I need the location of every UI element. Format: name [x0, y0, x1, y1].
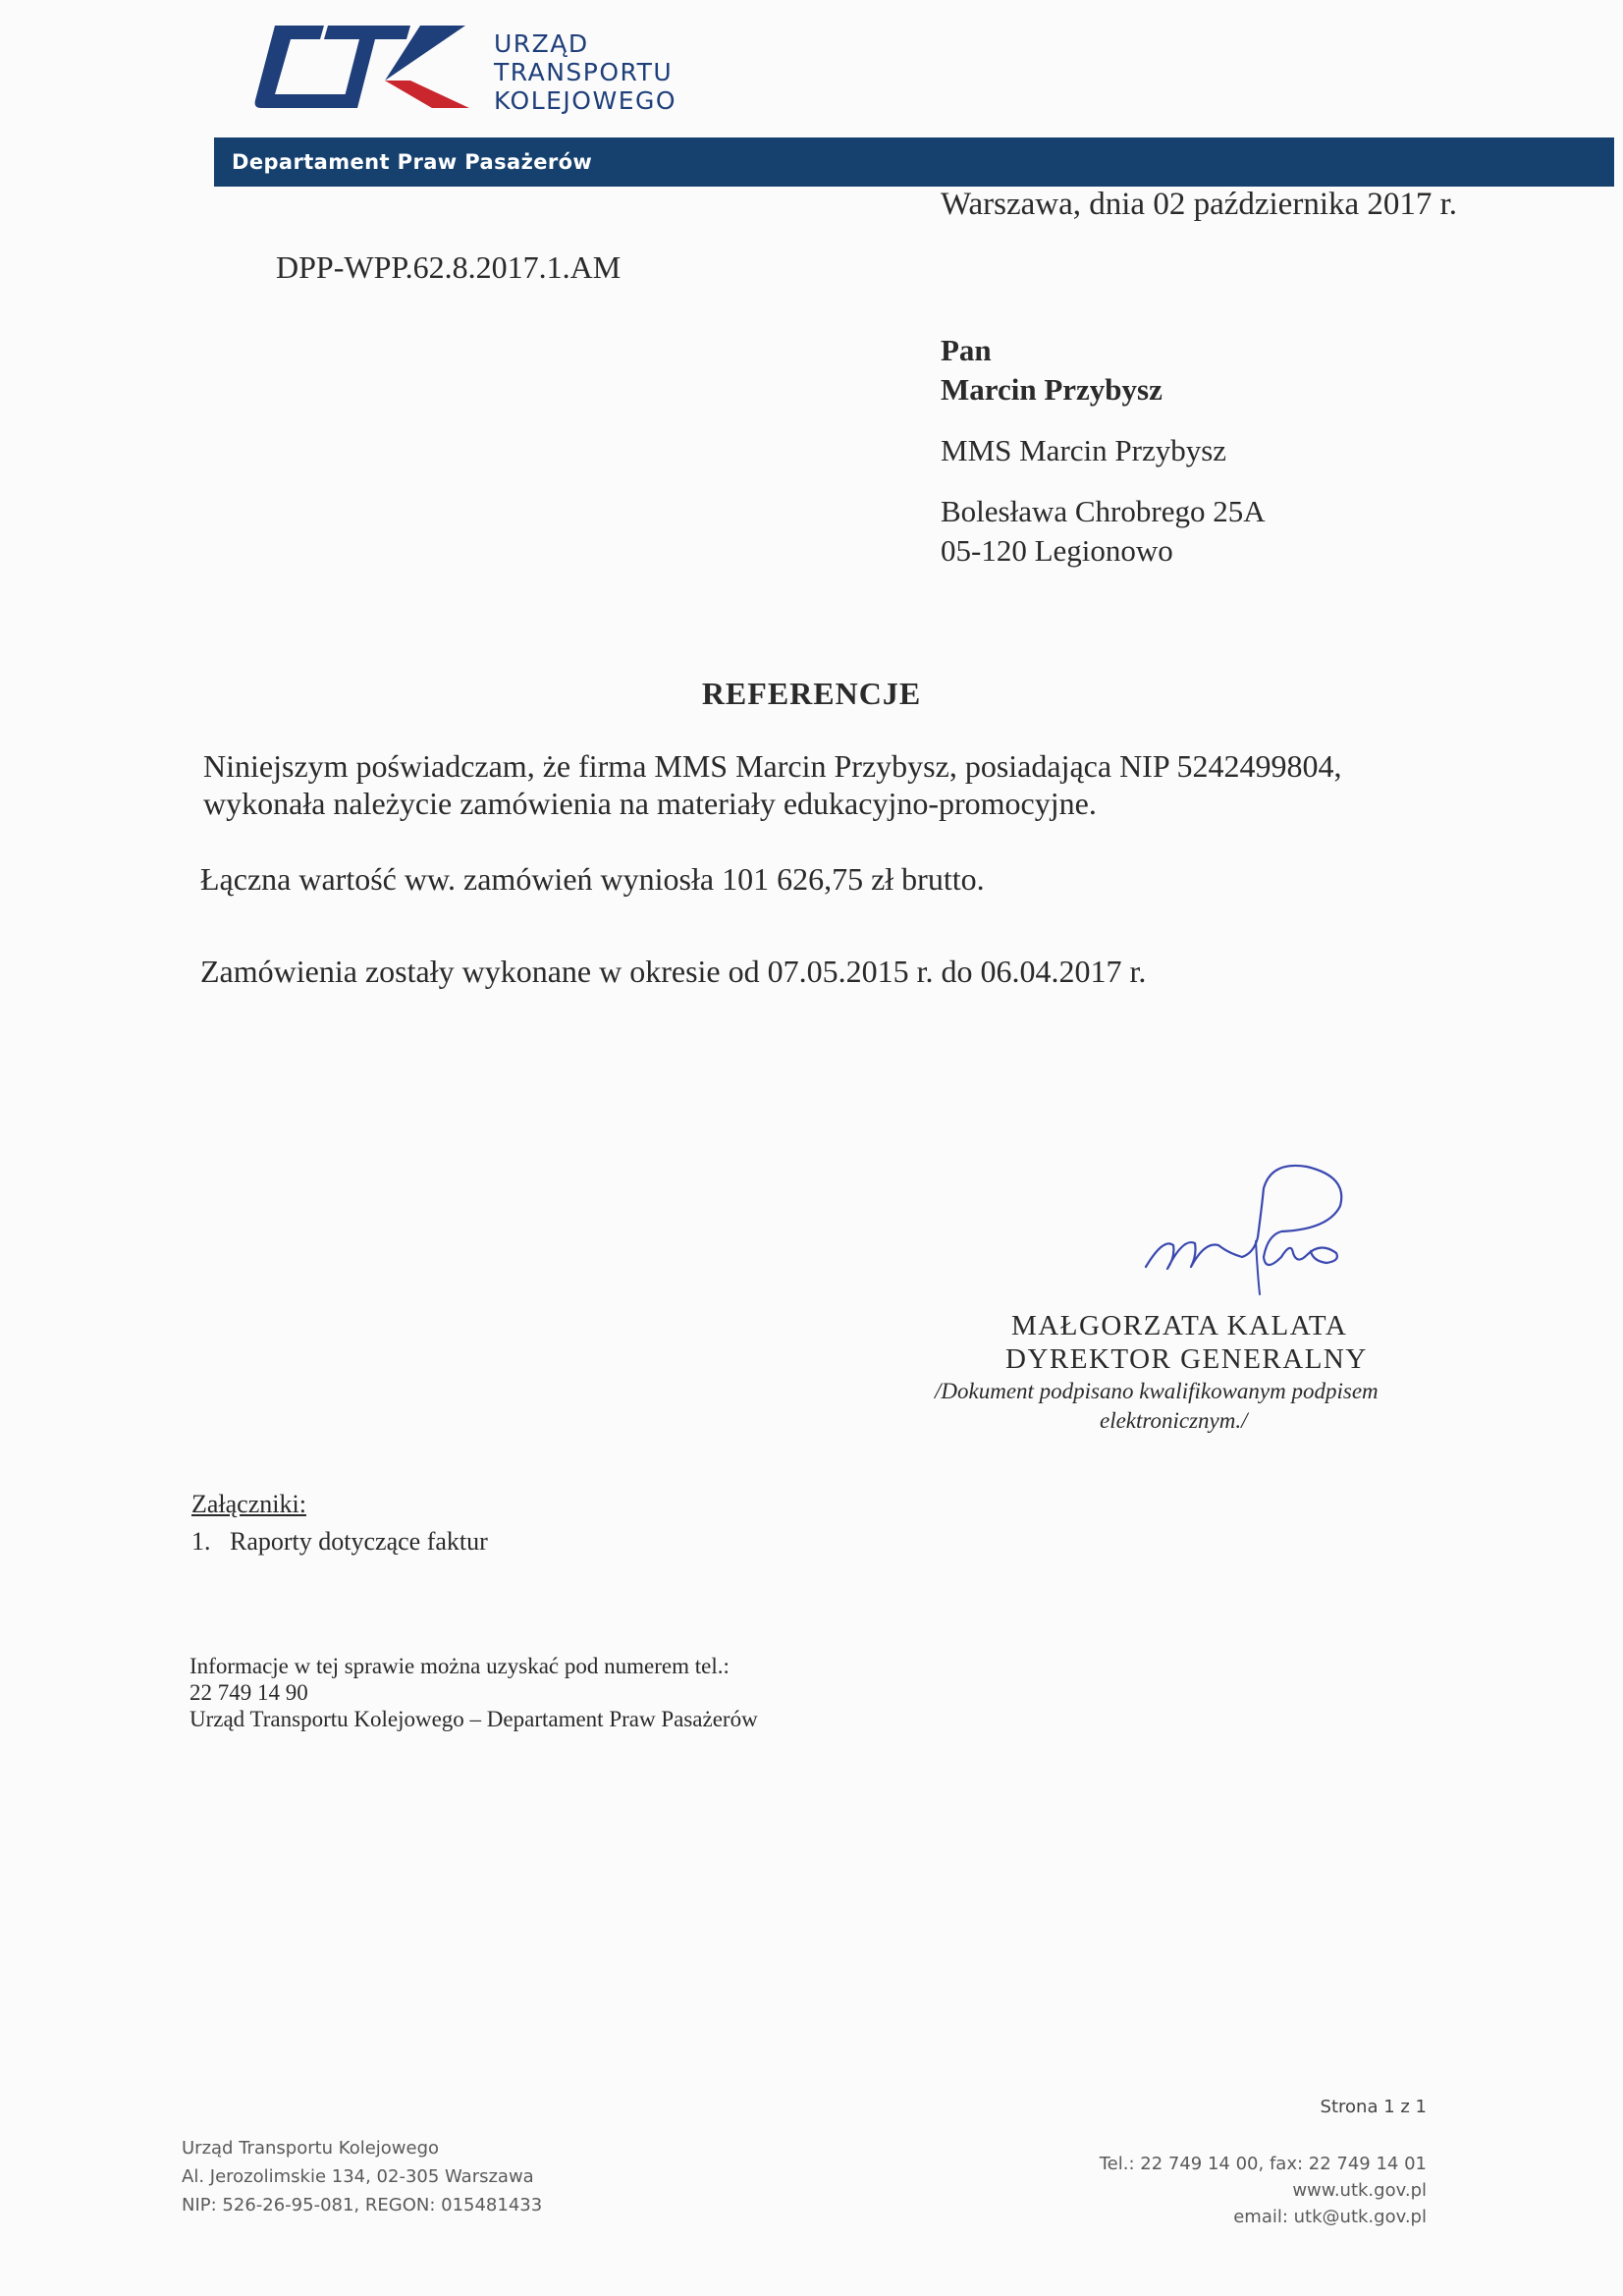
body-paragraph-2: Łączna wartość ww. zamówień wyniosła 101 626,75 zł brutto.: [200, 861, 985, 897]
body-paragraph-1-line-2: wykonała należycie zamówienia na materiały edukacyjno-promocyjne.: [203, 786, 1097, 821]
recipient-block: [941, 331, 1266, 571]
document-title: REFERENCJE: [701, 676, 922, 711]
recipient-company: MMS Marcin Przybysz: [941, 433, 1227, 467]
recipient-name: Marcin Przybysz: [941, 372, 1163, 407]
page-number: Strona 1 z 1: [1320, 2097, 1427, 2117]
signer-name: MAŁGORZATA KALATA: [1011, 1310, 1348, 1341]
org-name-line: KOLEJOWEGO: [494, 86, 677, 115]
footer-phone-fax: Tel.: 22 749 14 00, fax: 22 749 14 01: [1099, 2154, 1427, 2174]
body-paragraph-1-line-1: Niniejszym poświadczam, że firma MMS Marcin Przybysz, posiadająca NIP 5242499804,: [203, 748, 1342, 784]
org-name-line: TRANSPORTU: [494, 58, 674, 86]
contact-line: Urząd Transportu Kolejowego – Departament Praw Pasażerów: [189, 1707, 758, 1731]
contact-line: Informacje w tej sprawie można uzyskać pod numerem tel.:: [189, 1654, 730, 1678]
body-paragraph-3: Zamówienia zostały wykonane w okresie od 07.05.2015 r. do 06.04.2017 r.: [200, 954, 1147, 989]
attachments-title: Załączniki:: [191, 1490, 306, 1518]
org-name-line: URZĄD: [494, 29, 589, 58]
contact-phone: 22 749 14 90: [189, 1680, 308, 1705]
footer-address: [182, 2134, 542, 2219]
recipient-salutation: Pan: [941, 333, 992, 367]
footer-email: email: utk@utk.gov.pl: [1233, 2207, 1427, 2227]
date-line: Warszawa, dnia 02 października 2017 r.: [941, 187, 1458, 222]
footer-website: www.utk.gov.pl: [1292, 2180, 1427, 2201]
document-number: DPP-WPP.62.8.2017.1.AM: [276, 249, 622, 285]
organization-name: [494, 29, 676, 115]
department-bar: [214, 137, 1614, 187]
department-label: Departament Praw Pasażerów: [232, 150, 593, 174]
footer-org-name: Urząd Transportu Kolejowego: [182, 2138, 440, 2159]
footer-contacts: [1100, 2151, 1427, 2230]
footer-street: Al. Jerozolimskie 134, 02-305 Warszawa: [182, 2166, 534, 2187]
utk-logo: [218, 22, 473, 112]
attachment-item: 1. Raporty dotyczące faktur: [191, 1527, 488, 1556]
footer-tax-ids: NIP: 526-26-95-081, REGON: 015481433: [182, 2195, 543, 2215]
signer-role: DYREKTOR GENERALNY: [1005, 1343, 1368, 1375]
contact-info: [189, 1653, 758, 1732]
handwritten-signature: [1134, 1159, 1380, 1296]
signature-note-line-1: /Dokument podpisano kwalifikowanym podpisem: [935, 1379, 1379, 1403]
recipient-city: 05-120 Legionowo: [941, 533, 1173, 568]
signature-note-line-2: elektronicznym./: [1100, 1408, 1248, 1433]
recipient-street: Bolesława Chrobrego 25A: [941, 494, 1266, 528]
